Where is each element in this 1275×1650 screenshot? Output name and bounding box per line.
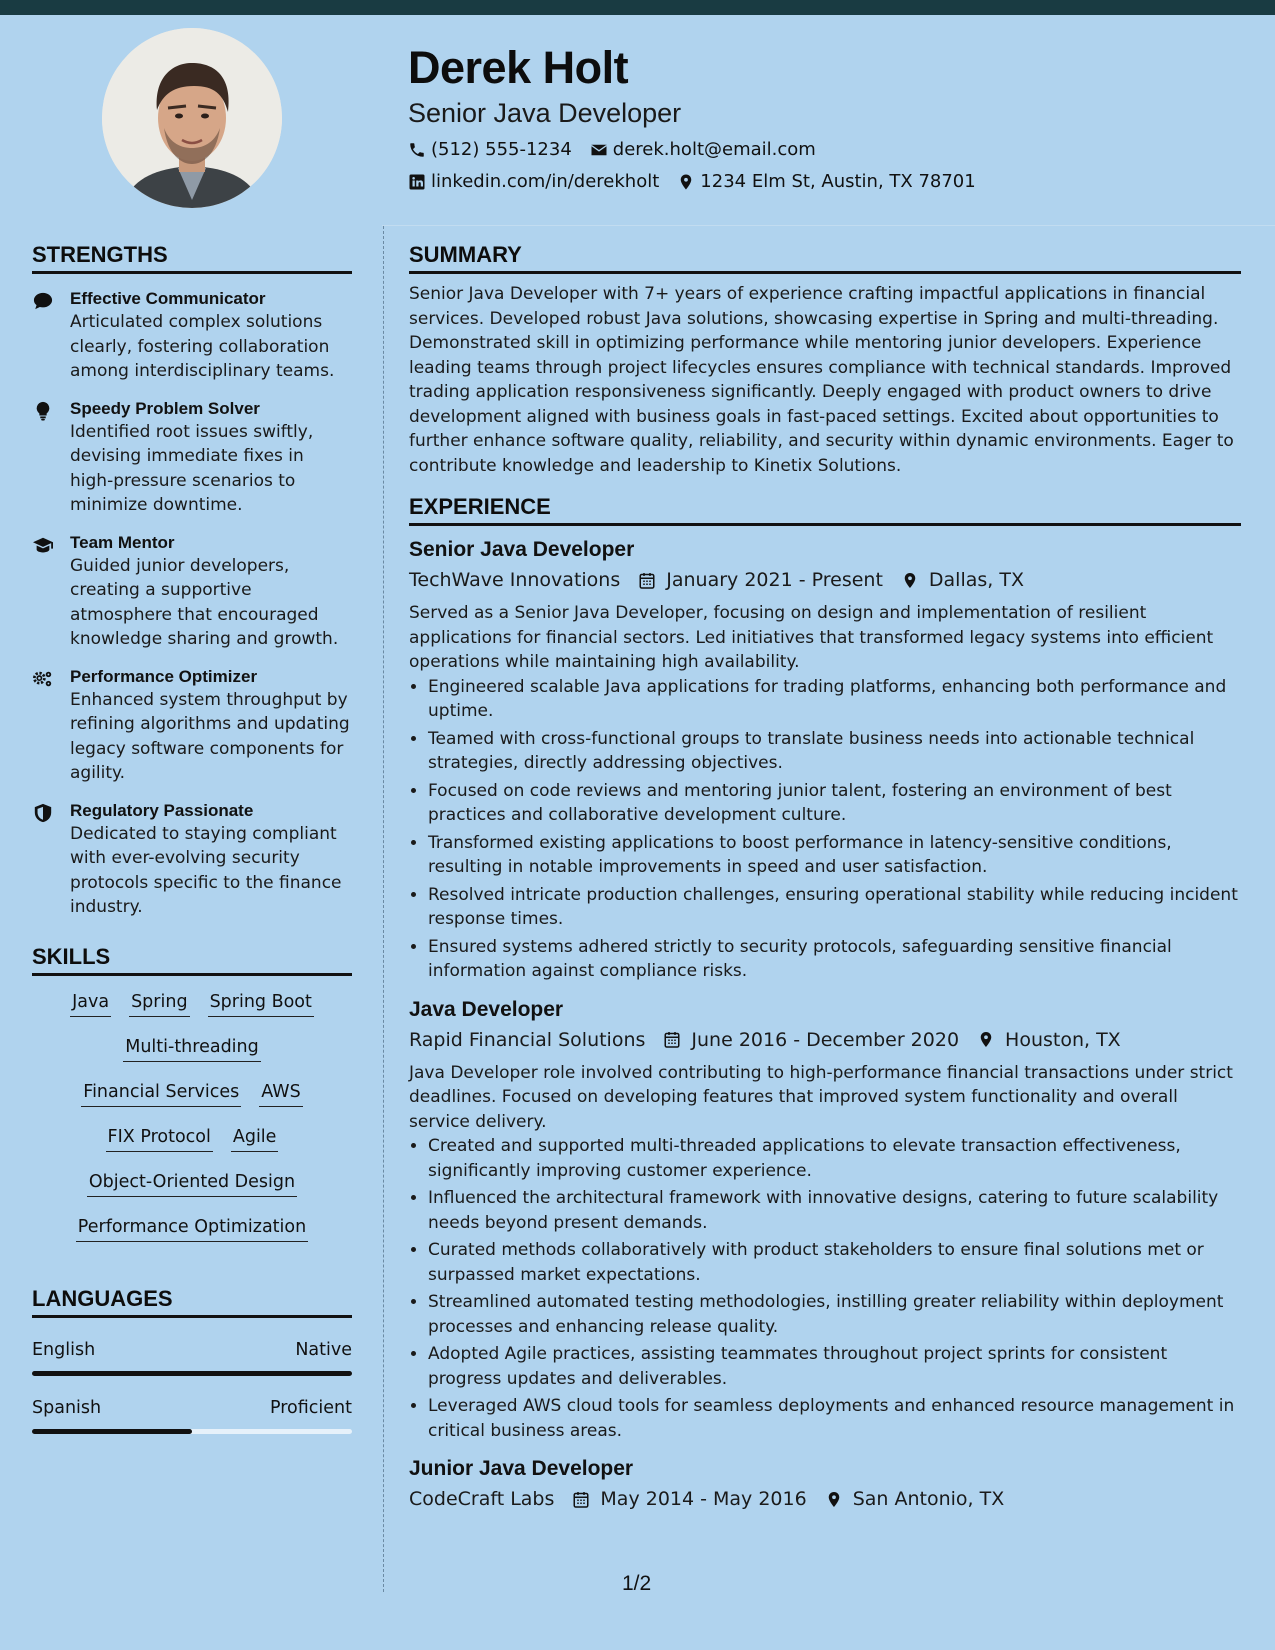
strength-desc: Guided junior developers, creating a supportive atmosphere that encouraged knowledge sharing and growth. <box>70 555 339 649</box>
language-proficiency-bar <box>32 1429 352 1434</box>
job-bullet: • Streamlined automated testing methodologies, instilling greater reliability within deployment processes and enhancing release quality. <box>428 1290 1241 1339</box>
language-name: English <box>32 1339 96 1360</box>
job-meta <box>409 1027 1241 1053</box>
contact-row-1 <box>408 138 1228 162</box>
job-dates-group <box>663 1027 959 1053</box>
skill-tag: Spring <box>129 990 189 1017</box>
job-bullet: • Transformed existing applications to boost performance in latency-sensitive conditions, resulting in notable improvements in speed and user satisfaction. <box>428 831 1241 880</box>
lightbulb-icon <box>32 401 54 421</box>
page-number: 1/2 <box>622 1572 652 1595</box>
envelope-icon <box>590 141 608 159</box>
graduation-cap-icon <box>32 535 54 555</box>
map-pin-icon <box>901 571 919 590</box>
job-meta <box>409 1486 1241 1512</box>
job-meta <box>409 567 1241 593</box>
job-description: Java Developer role involved contributing to high-performance financial transactions under strict deadlines. Focused on developing features that improved system functionality and overall service delivery. <box>409 1062 1233 1132</box>
job-bullet: • Curated methods collaboratively with product stakeholders to ensure final solutions met or surpassed market expectations. <box>428 1238 1241 1287</box>
left-column <box>32 240 352 1434</box>
strength-name: Regulatory Passionate <box>70 800 254 820</box>
speech-bubble-icon <box>32 291 54 311</box>
phone-icon <box>408 141 426 159</box>
skill-tag: FIX Protocol <box>106 1125 213 1152</box>
job-entry <box>409 996 1241 1444</box>
skills-heading: SKILLS <box>32 942 352 976</box>
job-location-group <box>901 567 1024 593</box>
map-pin-icon <box>677 173 695 191</box>
job-bullet: • Engineered scalable Java applications for trading platforms, enhancing both performance and uptime. <box>428 675 1241 724</box>
job-bullets <box>409 1134 1241 1443</box>
job-title: Java Developer <box>409 997 564 1021</box>
summary-heading: SUMMARY <box>409 240 1241 274</box>
profile-photo <box>102 28 282 208</box>
strength-desc: Identified root issues swiftly, devising immediate fixes in high-pressure scenarios to minimize downtime. <box>70 421 314 515</box>
calendar-icon <box>572 1490 590 1509</box>
strength-desc: Dedicated to staying compliant with ever-evolving security protocols specific to the finance industry. <box>70 823 342 917</box>
linkedin-text: linkedin.com/in/derekholt <box>431 171 660 192</box>
job-bullet: • Teamed with cross-functional groups to translate business needs into actionable technical strategies, directly addressing objectives. <box>428 727 1241 776</box>
language-proficiency-fill <box>32 1371 352 1376</box>
language-item <box>32 1396 352 1434</box>
email-text: derek.holt@email.com <box>612 139 816 160</box>
skill-tag: AWS <box>259 1080 302 1107</box>
job-title: Senior Java Developer <box>409 538 635 561</box>
job-bullet: • Leveraged AWS cloud tools for seamless deployments and enhanced resource management in critical business areas. <box>428 1394 1241 1443</box>
address-contact <box>677 170 975 194</box>
job-dates-group <box>572 1486 806 1512</box>
strength-item <box>32 666 352 786</box>
job-company: Rapid Financial Solutions <box>409 1028 646 1051</box>
strength-item <box>32 288 352 384</box>
phone-text: (512) 555-1234 <box>431 139 572 160</box>
skill-tag: Object-Oriented Design <box>87 1170 297 1197</box>
header-divider <box>382 225 1275 226</box>
column-divider <box>383 226 384 1592</box>
gears-icon <box>32 669 54 689</box>
skill-tag: Performance Optimization <box>76 1215 308 1242</box>
strength-name: Speedy Problem Solver <box>70 398 260 418</box>
linkedin-contact[interactable] <box>408 170 659 194</box>
candidate-name: Derek Holt <box>408 42 629 93</box>
strength-item <box>32 532 352 652</box>
skill-tag: Multi-threading <box>123 1035 261 1062</box>
job-description: Served as a Senior Java Developer, focusing on design and implementation of resilient applications for financial sectors. Led initiatives that transformed legacy systems into efficient operations while maintaining high availability. <box>409 603 1214 672</box>
phone-contact <box>408 138 572 162</box>
linkedin-icon <box>408 173 426 191</box>
job-dates: January 2021 - Present <box>666 569 883 591</box>
address-text: 1234 Elm St, Austin, TX 78701 <box>700 171 976 192</box>
experience-heading: EXPERIENCE <box>409 492 1241 526</box>
strength-name: Effective Communicator <box>70 289 266 308</box>
strength-desc: Articulated complex solutions clearly, fostering collaboration among interdisciplinary teams. <box>70 312 335 381</box>
strength-name: Performance Optimizer <box>70 666 258 686</box>
language-name: Spanish <box>32 1397 102 1418</box>
map-pin-icon <box>825 1490 843 1509</box>
job-location: San Antonio, TX <box>852 1488 1005 1510</box>
job-company: CodeCraft Labs <box>409 1488 555 1510</box>
job-company: TechWave Innovations <box>409 569 621 591</box>
candidate-title: Senior Java Developer <box>408 98 682 128</box>
job-entry <box>409 1455 1241 1512</box>
job-dates: May 2014 - May 2016 <box>600 1488 807 1510</box>
calendar-icon <box>663 1030 681 1049</box>
job-bullet: • Resolved intricate production challenges, ensuring operational stability while reducing incident response times. <box>428 883 1241 932</box>
resume-header <box>408 42 1228 194</box>
summary-text: Senior Java Developer with 7+ years of experience crafting impactful applications in financial services. Developed robust Java solutions, showcasing expertise in Spring and multi-threading. Demonstrated skill in optimizing performance while mentoring junior developers. Experience leading teams through project lifecycles ensures compliance with technical standards. Improved trading application responsiveness significantly. Deeply engaged with product owners to drive development aligned with business goals in fast-paced settings. Excited about opportunities to further enhance software quality, reliability, and security within dynamic environments. Eager to contribute knowledge and leadership to Kinetix Solutions. <box>409 284 1234 476</box>
right-column <box>409 240 1241 1512</box>
job-title: Junior Java Developer <box>409 1457 634 1480</box>
skill-tag: Spring Boot <box>208 990 314 1017</box>
skill-tag: Financial Services <box>81 1080 241 1107</box>
job-location: Dallas, TX <box>928 569 1024 591</box>
job-bullet: • Focused on code reviews and mentoring junior talent, fostering an environment of best practices and collaborative development culture. <box>428 779 1241 828</box>
job-location-group <box>825 1486 1005 1512</box>
job-bullet: • Influenced the architectural framework with innovative designs, catering to future scalability needs beyond present demands. <box>428 1186 1241 1235</box>
strength-desc: Enhanced system throughput by refining algorithms and updating legacy software components for agility. <box>70 689 350 783</box>
languages-heading: LANGUAGES <box>32 1284 352 1318</box>
language-level: Native <box>295 1339 352 1360</box>
calendar-icon <box>638 571 656 590</box>
job-dates: June 2016 - December 2020 <box>691 1028 960 1051</box>
strengths-heading: STRENGTHS <box>32 240 352 274</box>
job-bullet: • Created and supported multi-threaded applications to elevate transaction effectiveness, significantly improving customer experience. <box>428 1134 1241 1183</box>
strength-name: Team Mentor <box>70 532 175 552</box>
job-location-group <box>977 1027 1121 1053</box>
job-dates-group <box>638 567 883 593</box>
job-location: Houston, TX <box>1005 1028 1121 1051</box>
language-proficiency-fill <box>32 1429 192 1434</box>
strength-item <box>32 398 352 518</box>
skill-tag: Agile <box>231 1125 279 1152</box>
top-accent-bar <box>0 0 1275 15</box>
language-level: Proficient <box>270 1397 352 1418</box>
skills-list <box>32 990 352 1260</box>
job-bullet: • Ensured systems adhered strictly to security protocols, safeguarding sensitive financial information against compliance risks. <box>428 935 1241 984</box>
job-bullets <box>409 675 1241 984</box>
job-entry <box>409 536 1241 984</box>
strength-item <box>32 800 352 920</box>
contact-row-2 <box>408 170 1228 194</box>
skill-tag: Java <box>70 990 111 1017</box>
job-bullet: • Adopted Agile practices, assisting teammates throughout project sprints for consistent progress updates and deliverables. <box>428 1342 1241 1391</box>
language-proficiency-bar <box>32 1371 352 1376</box>
map-pin-icon <box>977 1030 995 1049</box>
language-item <box>32 1338 352 1376</box>
email-contact[interactable] <box>590 138 816 162</box>
shield-icon <box>32 803 54 823</box>
